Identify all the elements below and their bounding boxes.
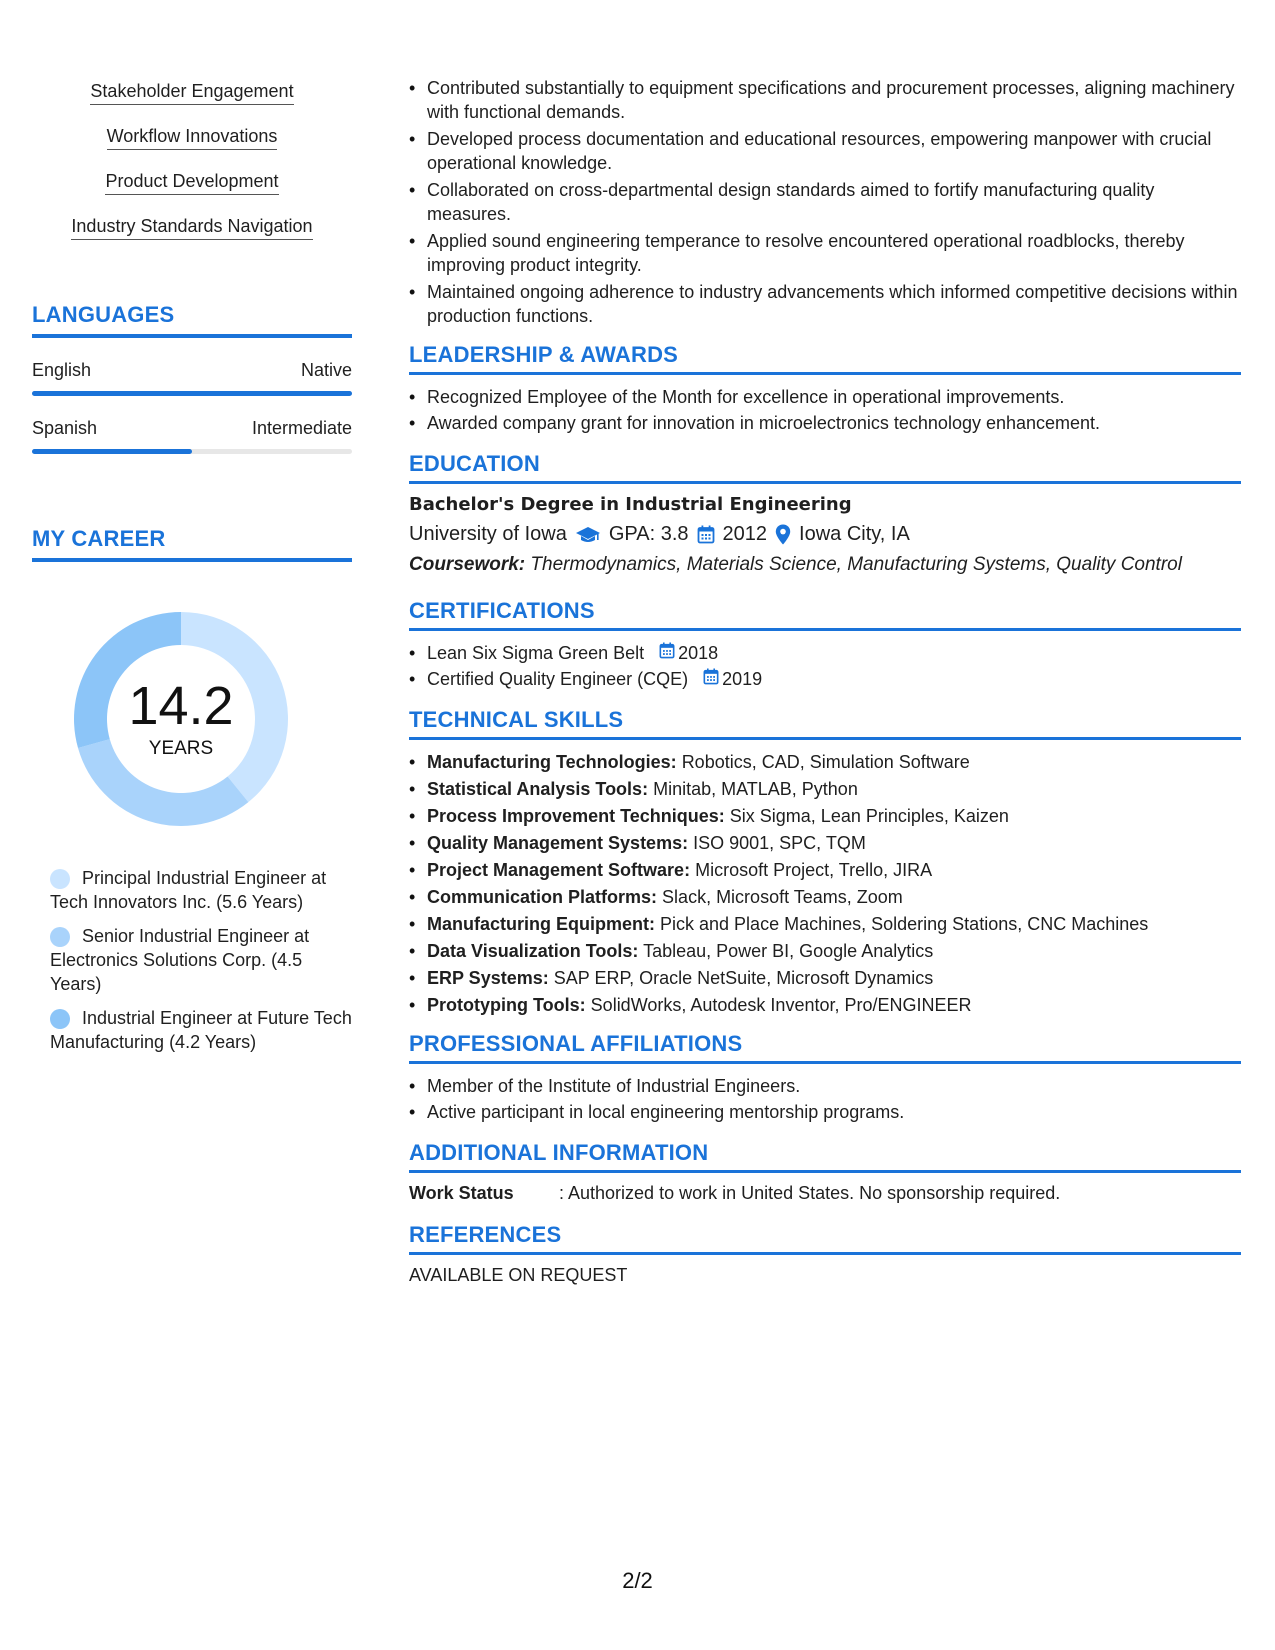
legend-dot [50,869,70,889]
skill-item [409,966,1241,990]
experience-bullet: • Developed process documentation and educational resources, empowering manpower with crucial operational knowledge. [409,127,1241,175]
award-item: • Recognized Employee of the Month for excellence in operational improvements. [409,385,1241,409]
skill-category: Process Improvement Techniques: [427,806,725,826]
education-heading: EDUCATION [409,451,1241,484]
legend-dot [50,1009,70,1029]
skill-item [409,858,1241,882]
certification-name: Lean Six Sigma Green Belt [427,643,645,663]
language-proficiency-bar [32,391,352,396]
graduation-year: 2012 [722,523,768,545]
skill-values: Robotics, CAD, Simulation Software [681,752,970,772]
experience-bullets [409,76,1241,328]
references-text: AVAILABLE ON REQUEST [409,1265,628,1285]
strengths-list [32,80,352,260]
degree-title: Bachelor's Degree in Industrial Engineering [409,494,852,515]
coursework [409,554,1241,576]
strength-item: Workflow Innovations [107,125,278,150]
skill-category: Manufacturing Equipment: [427,914,655,934]
references-heading: REFERENCES [409,1222,1241,1255]
strength-item: Product Development [105,170,278,195]
skill-values: Six Sigma, Lean Principles, Kaizen [729,806,1009,826]
page-number: 2/2 [622,1568,653,1593]
certification-year: 2019 [722,669,763,689]
affiliations-heading: PROFESSIONAL AFFILIATIONS [409,1031,1241,1064]
additional-info-heading: ADDITIONAL INFORMATION [409,1140,1241,1173]
strength-item: Stakeholder Engagement [90,80,293,105]
skill-category: ERP Systems: [427,968,549,988]
skill-item [409,993,1241,1017]
skill-item [409,750,1241,774]
awards-list [409,385,1241,435]
language-english [32,360,352,396]
gpa: GPA: 3.8 [608,523,689,545]
affiliations-list [409,1074,1241,1124]
calendar-icon [697,525,715,544]
work-status-row [409,1183,1241,1204]
experience-bullet: • Applied sound engineering temperance to resolve encountered operational roadblocks, thereby improving product integrity. [409,229,1241,277]
coursework-list: Thermodynamics, Materials Science, Manufacturing Systems, Quality Control [530,554,1182,575]
career-role-label: Industrial Engineer at Future Tech Manufacturing (4.2 Years) [50,1008,352,1052]
skill-item [409,939,1241,963]
skill-values: Tableau, Power BI, Google Analytics [643,941,934,961]
skill-values: Microsoft Project, Trello, JIRA [695,860,933,880]
coursework-label: Coursework: [409,554,526,575]
career-donut-chart [66,604,296,834]
skills-heading: TECHNICAL SKILLS [409,707,1241,740]
language-proficiency-fill [32,449,192,454]
work-status-value: : Authorized to work in United States. No sponsorship required. [559,1183,1061,1203]
certification-name: Certified Quality Engineer (CQE) [427,669,689,689]
language-name: English [32,360,92,380]
skill-category: Project Management Software: [427,860,691,880]
certification-item [409,641,1241,665]
skill-values: Pick and Place Machines, Soldering Stations, CNC Machines [660,914,1149,934]
career-legend-item [50,866,352,914]
certification-year: 2018 [678,643,719,663]
school-name: University of Iowa [409,523,567,545]
skill-item [409,912,1241,936]
skill-item [409,804,1241,828]
school-location: Iowa City, IA [799,523,910,545]
experience-bullet: • Maintained ongoing adherence to industry advancements which informed competitive decisions within production functions. [409,280,1241,328]
skill-category: Manufacturing Technologies: [427,752,677,772]
skill-values: SAP ERP, Oracle NetSuite, Microsoft Dynamics [553,968,934,988]
career-legend [32,866,352,1054]
skill-values: ISO 9001, SPC, TQM [693,833,866,853]
career-role-label: Senior Industrial Engineer at Electronics Solutions Corp. (4.5 Years) [50,926,310,994]
skill-category: Quality Management Systems: [427,833,689,853]
location-pin-icon [775,524,791,545]
skill-category: Data Visualization Tools: [427,941,639,961]
language-spanish [32,418,352,454]
sidebar [32,80,352,1064]
languages-heading: LANGUAGES [32,302,352,338]
certifications-heading: CERTIFICATIONS [409,598,1241,631]
skills-list [409,750,1241,1017]
graduation-cap-icon [575,525,601,545]
career-total-unit: YEARS [148,738,214,759]
certification-item [409,667,1241,691]
skill-values: Minitab, MATLAB, Python [653,779,858,799]
language-name: Spanish [32,418,98,438]
main-content [409,76,1241,1286]
skill-item [409,777,1241,801]
skill-category: Communication Platforms: [427,887,658,907]
awards-heading: LEADERSHIP & AWARDS [409,342,1241,375]
career-legend-item [50,924,352,996]
affiliation-item: • Active participant in local engineering mentorship programs. [409,1100,1241,1124]
calendar-icon [659,641,675,665]
skill-category: Prototyping Tools: [427,995,586,1015]
skill-category: Statistical Analysis Tools: [427,779,649,799]
skill-values: SolidWorks, Autodesk Inventor, Pro/ENGINEER [590,995,972,1015]
career-legend-item [50,1006,352,1054]
skill-values: Slack, Microsoft Teams, Zoom [662,887,903,907]
certifications-list [409,641,1241,691]
skill-item [409,885,1241,909]
language-level: Intermediate [251,418,352,438]
career-total-value: 14.2 [128,676,234,736]
language-proficiency-fill [32,391,352,396]
affiliation-item: • Member of the Institute of Industrial Engineers. [409,1074,1241,1098]
work-status-label: Work Status [409,1183,514,1203]
education-meta [409,523,1241,546]
experience-bullet: • Contributed substantially to equipment specifications and procurement processes, aligning machinery with functional demands. [409,76,1241,124]
calendar-icon [703,667,719,691]
language-level: Native [300,360,352,380]
skill-item [409,831,1241,855]
legend-dot [50,927,70,947]
award-item: • Awarded company grant for innovation in microelectronics technology enhancement. [409,411,1241,435]
career-heading: MY CAREER [32,526,352,562]
career-role-label: Principal Industrial Engineer at Tech Innovators Inc. (5.6 Years) [50,868,327,912]
language-proficiency-bar [32,449,352,454]
strength-item: Industry Standards Navigation [71,215,312,240]
experience-bullet: • Collaborated on cross-departmental design standards aimed to fortify manufacturing quality measures. [409,178,1241,226]
